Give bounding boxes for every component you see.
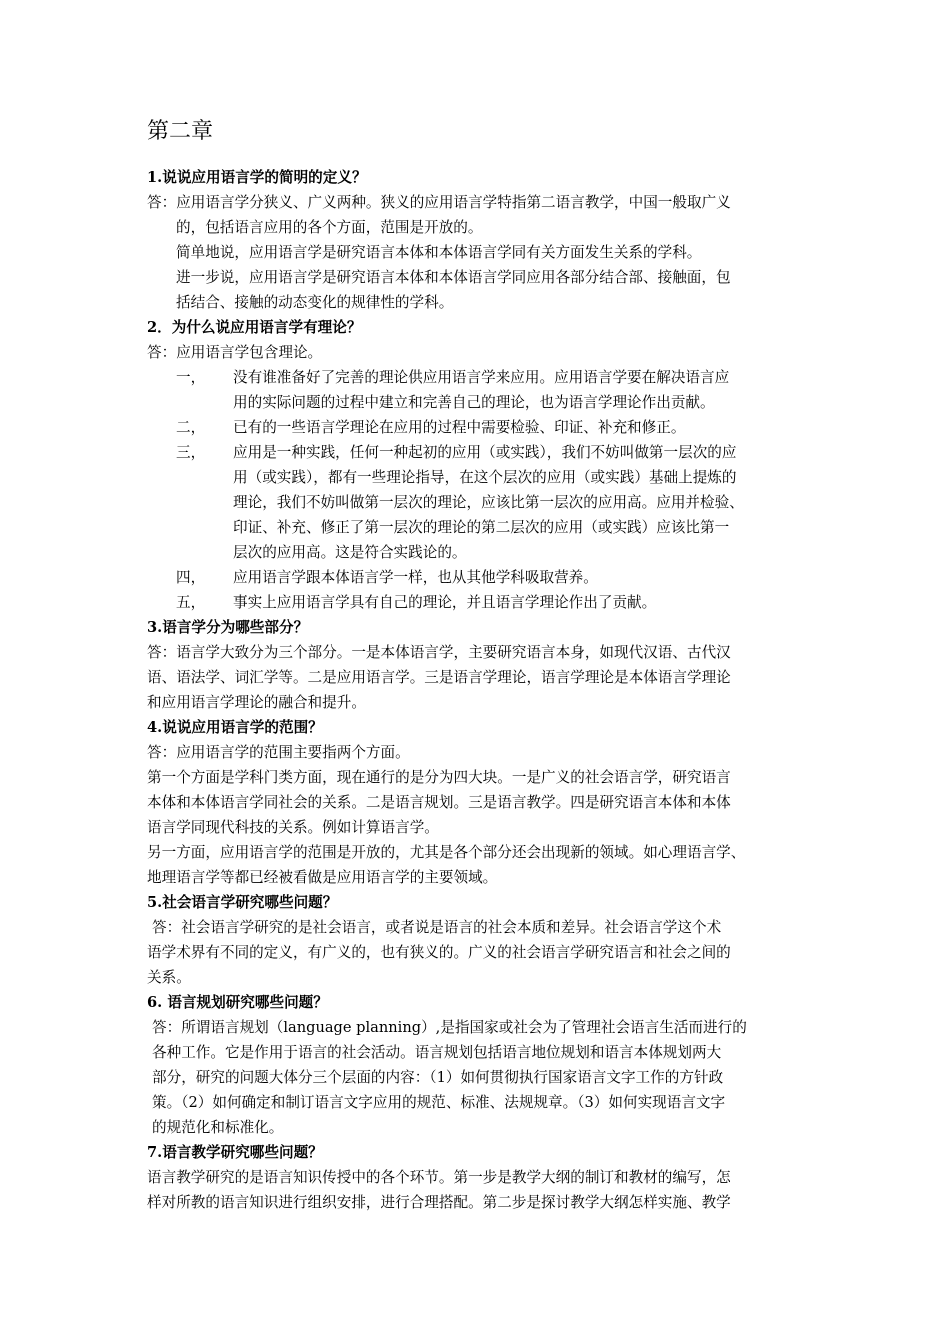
list-item: [176, 368, 729, 388]
answer-7-line: 样对所教的语言知识进行组织安排，进行合理搭配。第二步是探讨教学大纲怎样实施、教学: [147, 1194, 731, 1211]
answer-5-line: 关系。: [147, 969, 191, 986]
chapter-title: 第二章: [147, 119, 214, 144]
answer-4-line: 第一个方面是学科门类方面，现在通行的是分为四大块。一是广义的社会语言学，研究语言: [147, 769, 731, 786]
answer-5-line: 语学术界有不同的定义，有广义的，也有狭义的。广义的社会语言学研究语言和社会之间的: [147, 944, 731, 961]
list-item-number: 五，: [176, 594, 206, 611]
list-item: [176, 443, 737, 463]
answer-4-line: 地理语言学等都已经被看做是应用语言学的主要领域。: [147, 869, 498, 886]
answer-4-line: 答：应用语言学的范围主要指两个方面。: [147, 744, 410, 761]
list-item-text: 应用是一种实践，任何一种起初的应用（或实践），我们不妨叫做第一层次的应: [233, 444, 737, 461]
list-item-text: 没有谁准备好了完善的理论供应用语言学来应用。应用语言学要在解决语言应: [233, 369, 730, 386]
answer-3-line: 答：语言学大致分为三个部分。一是本体语言学，主要研究语言本身，如现代汉语、古代汉: [147, 644, 731, 661]
list-item-number: 四，: [176, 569, 206, 586]
question-6: 6. 语言规划研究哪些问题？: [147, 994, 328, 1011]
list-item-number: 一，: [176, 369, 206, 386]
answer-1-line: 括结合、接触的动态变化的规律性的学科。: [176, 294, 454, 311]
question-2: 2．为什么说应用语言学有理论？: [147, 319, 362, 336]
question-7: 7.语言教学研究哪些问题？: [147, 1144, 323, 1161]
list-item: [176, 593, 656, 613]
answer-6-line: 的规范化和标准化。: [152, 1119, 284, 1136]
list-item-text: 已有的一些语言学理论在应用的过程中需要检验、印证、补充和修正。: [233, 419, 686, 436]
answer-1-line: 答：应用语言学分狭义、广义两种。狭义的应用语言学特指第二语言教学，中国一般取广义: [147, 194, 731, 211]
list-item-number: 二，: [176, 419, 206, 436]
answer-6-line: 部分，研究的问题大体分三个层面的内容：（1）如何贯彻执行国家语言文字工作的方针政: [152, 1069, 724, 1086]
list-item-text: 理论，我们不妨叫做第一层次的理论，应该比第一层次的应用高。应用并检验、: [233, 494, 744, 511]
list-item-text: 用的实际问题的过程中建立和完善自己的理论，也为语言学理论作出贡献。: [233, 394, 715, 411]
answer-1-line: 简单地说，应用语言学是研究语言本体和本体语言学同有关方面发生关系的学科。: [176, 244, 702, 261]
question-5: 5.社会语言学研究哪些问题？: [147, 894, 338, 911]
answer-1-line: 的，包括语言应用的各个方面，范围是开放的。: [176, 219, 483, 236]
answer-3-line: 语、语法学、词汇学等。二是应用语言学。三是语言学理论，语言学理论是本体语言学理论: [147, 669, 731, 686]
question-3: 3.语言学分为哪些部分？: [147, 619, 309, 636]
list-item-text: 应用语言学跟本体语言学一样，也从其他学科吸取营养。: [233, 569, 598, 586]
list-item-text: 层次的应用高。这是符合实践论的。: [233, 544, 467, 561]
answer-4-line: 本体和本体语言学同社会的关系。二是语言规划。三是语言教学。四是研究语言本体和本体: [147, 794, 731, 811]
answer-6-line: 答：所谓语言规划（language planning）,是指国家或社会为了管理社会语言生活而进行的: [152, 1019, 747, 1036]
answer-4-line: 语言学同现代科技的关系。例如计算语言学。: [147, 819, 439, 836]
list-item-number: 三，: [176, 444, 206, 461]
answer-2-intro: 答：应用语言学包含理论。: [147, 344, 323, 361]
list-item-text: 用（或实践），都有一些理论指导，在这个层次的应用（或实践）基础上提炼的: [233, 469, 737, 486]
answer-7-line: 语言教学研究的是语言知识传授中的各个环节。第一步是教学大纲的制订和教材的编写，怎: [147, 1169, 731, 1186]
list-item-text: 事实上应用语言学具有自己的理论，并且语言学理论作出了贡献。: [233, 594, 657, 611]
answer-6-line: 各种工作。它是作用于语言的社会活动。语言规划包括语言地位规划和语言本体规划两大: [152, 1044, 722, 1061]
list-item: [176, 418, 685, 438]
question-1: 1.说说应用语言学的简明的定义？: [147, 169, 367, 186]
list-item: [176, 568, 598, 588]
answer-4-line: 另一方面，应用语言学的范围是开放的，尤其是各个部分还会出现新的领域。如心理语言学、: [147, 844, 746, 861]
answer-1-line: 进一步说，应用语言学是研究语言本体和本体语言学同应用各部分结合部、接触面，包: [176, 269, 731, 286]
answer-6-line: 策。（2）如何确定和制订语言文字应用的规范、标准、法规规章。（3）如何实现语言文字: [152, 1094, 726, 1111]
list-item-text: 印证、补充、修正了第一层次的理论的第二层次的应用（或实践）应该比第一: [233, 519, 730, 536]
answer-5-line: 答：社会语言学研究的是社会语言，或者说是语言的社会本质和差异。社会语言学这个术: [152, 919, 722, 936]
question-4: 4.说说应用语言学的范围？: [147, 719, 323, 736]
answer-3-line: 和应用语言学理论的融合和提升。: [147, 694, 366, 711]
